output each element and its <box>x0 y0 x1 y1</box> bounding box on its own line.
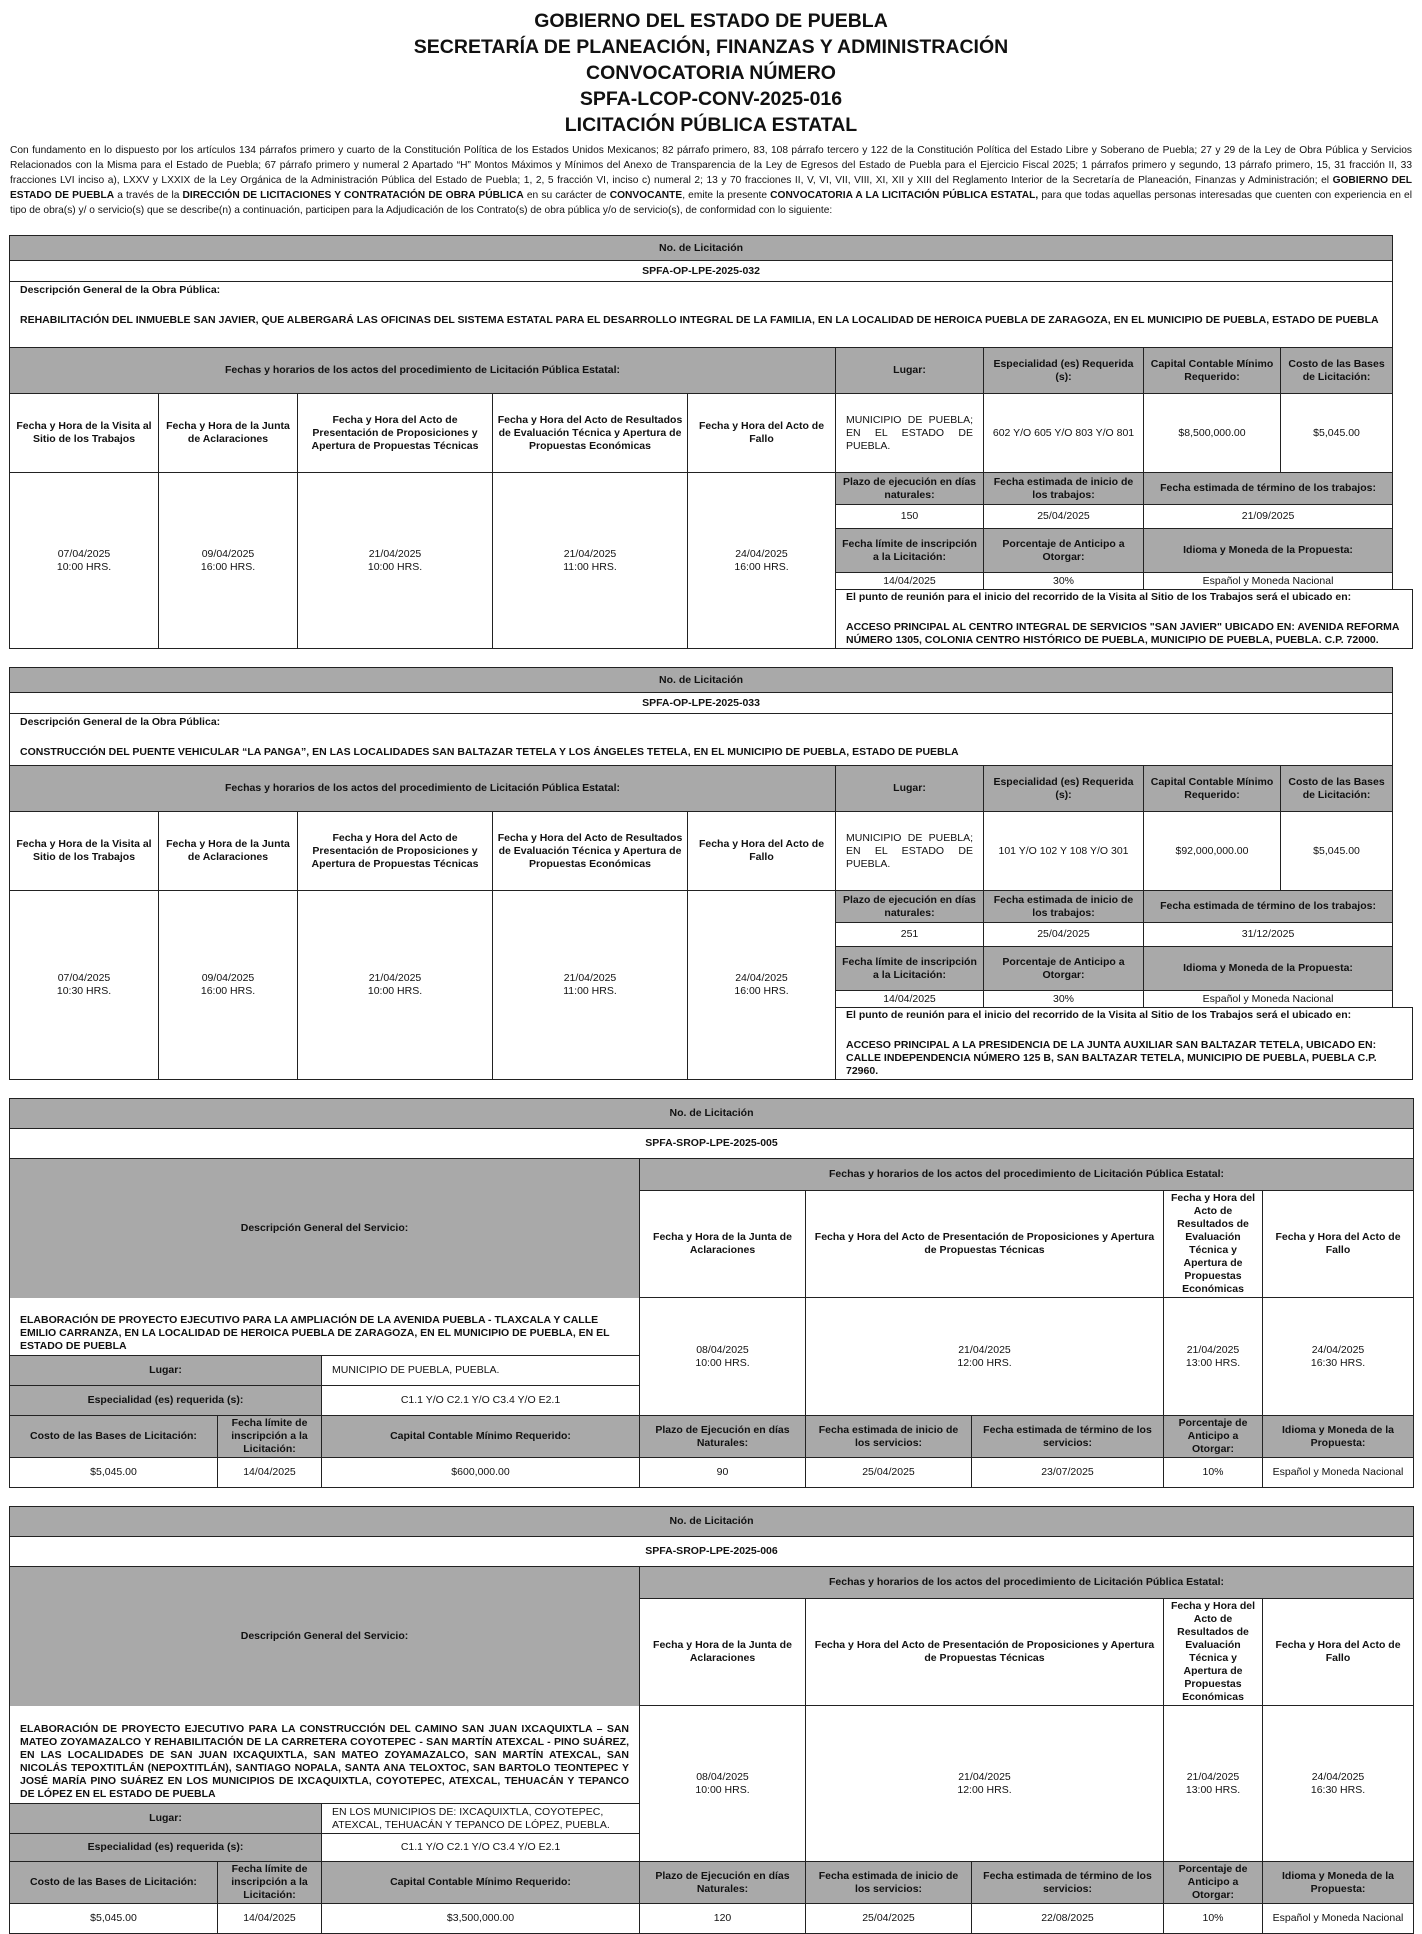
presentacion-header: Fecha y Hora del Acto de Presentación de Proposiciones y Apertura de Propuestas Técnicas <box>806 1599 1164 1706</box>
intro-paragraph <box>9 143 1413 218</box>
capital-value: $3,500,000.00 <box>322 1904 640 1934</box>
punto-reunion-text: ACCESO PRINCIPAL AL CENTRO INTEGRAL DE SERVICIOS "SAN JAVIER" UBICADO EN: AVENIDA REFORMA NÚMERO 1305, COLONIA CENTRO HISTÓRICO DE PUEBLA, MUNICIPIO DE PUEBLA, PUEBLA. C.P. 72000. <box>846 621 1400 646</box>
presentacion-hora: 10:00 HRS. <box>367 560 423 573</box>
anticipo-value: 10% <box>1164 1458 1263 1488</box>
limite-value: 14/04/2025 <box>218 1904 322 1934</box>
descripcion-obra-text: CONSTRUCCIÓN DEL PUENTE VEHICULAR “LA PANGA”, EN LAS LOCALIDADES SAN BALTAZAR TETELA Y LOS ÁNGELES TETELA, EN EL MUNICIPIO DE PUEBLA, ESTADO DE PUEBLA <box>20 746 959 758</box>
visita-header: Fecha y Hora de la Visita al Sitio de los Trabajos <box>10 812 159 891</box>
servicio-table-006 <box>9 1506 1414 1934</box>
fallo-hora: 16:30 HRS. <box>1310 1356 1366 1369</box>
especialidad-header: Especialidad (es) requerida (s): <box>10 1386 322 1416</box>
presentacion-fecha: 21/04/2025 <box>958 1770 1011 1783</box>
costo-value: $5,045.00 <box>1281 812 1393 891</box>
fallo-hora: 16:00 HRS. <box>734 560 789 573</box>
lugar-value: MUNICIPIO DE PUEBLA; EN EL ESTADO DE PUEBLA. <box>836 812 984 891</box>
obra-table-033 <box>9 667 1413 1080</box>
presentacion-hora: 10:00 HRS. <box>367 985 423 997</box>
intro-text-4: , emite la presente <box>682 190 771 201</box>
no-licitacion-label: No. de Licitación <box>10 236 1393 261</box>
visita-fecha: 07/04/2025 <box>57 547 111 560</box>
junta-hora: 16:00 HRS. <box>200 560 256 573</box>
resultados-header: Fecha y Hora del Acto de Resultados de Evaluación Técnica y Apertura de Propuestas Económicas <box>493 394 688 473</box>
especialidad-header: Especialidad (es) requerida (s): <box>10 1834 322 1862</box>
intro-bold-4: CONVOCATORIA A LA LICITACIÓN PÚBLICA ESTATAL, <box>770 190 1039 201</box>
junta-header: Fecha y Hora de la Junta de Aclaraciones <box>640 1599 806 1706</box>
idioma-value: Español y Moneda Nacional <box>1263 1458 1414 1488</box>
costo-value: $5,045.00 <box>10 1458 218 1488</box>
costo-value: $5,045.00 <box>10 1904 218 1934</box>
termino-header: Fecha estimada de término de los trabajos: <box>1144 891 1393 923</box>
especialidad-value: C1.1 Y/O C2.1 Y/O C3.4 Y/O E2.1 <box>322 1386 640 1416</box>
inicio-header: Fecha estimada de inicio de los trabajos: <box>984 891 1144 923</box>
inicio-header: Fecha estimada de inicio de los trabajos: <box>984 473 1144 505</box>
visita-cell <box>10 473 159 649</box>
junta-fecha: 09/04/2025 <box>201 547 255 560</box>
resultados-fecha: 21/04/2025 <box>1186 1343 1240 1356</box>
costo-value: $5,045.00 <box>1281 394 1393 473</box>
resultados-cell <box>1164 1298 1263 1416</box>
resultados-cell <box>1164 1706 1263 1862</box>
capital-header: Capital Contable Mínimo Requerido: <box>1144 348 1281 394</box>
termino-value: 23/07/2025 <box>972 1458 1164 1488</box>
presentacion-cell <box>298 473 493 649</box>
presentacion-hora: 12:00 HRS. <box>957 1356 1012 1369</box>
punto-reunion-label: El punto de reunión para el inicio del recorrido de la Visita al Sitio de los Trabajos será el ubicado en: <box>846 591 1352 603</box>
termino-value: 22/08/2025 <box>972 1904 1164 1934</box>
inicio-value: 25/04/2025 <box>806 1458 972 1488</box>
fallo-header: Fecha y Hora del Acto de Fallo <box>1263 1191 1414 1298</box>
junta-header: Fecha y Hora de la Junta de Aclaraciones <box>640 1191 806 1298</box>
termino-value: 31/12/2025 <box>1144 923 1393 947</box>
document-header <box>9 8 1413 138</box>
idioma-header: Idioma y Moneda de la Propuesta: <box>1144 529 1393 573</box>
fallo-header: Fecha y Hora del Acto de Fallo <box>1263 1599 1414 1706</box>
anticipo-value: 10% <box>1164 1904 1263 1934</box>
visita-hora: 10:30 HRS. <box>56 985 112 997</box>
junta-cell <box>159 473 298 649</box>
junta-hora: 16:00 HRS. <box>200 985 256 997</box>
lugar-header: Lugar: <box>10 1804 322 1834</box>
limite-header: Fecha límite de inscripción a la Licitación: <box>836 529 984 573</box>
junta-header: Fecha y Hora de la Junta de Aclaraciones <box>159 812 298 891</box>
especialidad-value: 602 Y/O 605 Y/O 803 Y/O 801 <box>984 394 1144 473</box>
resultados-fecha: 21/04/2025 <box>1186 1770 1240 1783</box>
costo-bases-header: Costo de las Bases de Licitación: <box>10 1862 218 1904</box>
lugar-header: Lugar: <box>836 348 984 394</box>
plazo-header: Plazo de ejecución en días naturales: <box>836 473 984 505</box>
costo-bases-header: Costo de las Bases de Licitación: <box>1281 766 1393 812</box>
intro-bold-2: DIRECCIÓN DE LICITACIONES Y CONTRATACIÓN DE OBRA PÚBLICA <box>182 190 524 201</box>
capital-header: Capital Contable Mínimo Requerido: <box>1144 766 1281 812</box>
costo-bases-header: Costo de las Bases de Licitación: <box>10 1416 218 1458</box>
plazo-header: Plazo de Ejecución en días Naturales: <box>640 1416 806 1458</box>
descripcion-servicio-header: Descripción General del Servicio: <box>10 1159 640 1298</box>
fallo-hora: 16:30 HRS. <box>1310 1783 1366 1796</box>
plazo-value: 120 <box>640 1904 806 1934</box>
presentacion-fecha: 21/04/2025 <box>958 1343 1011 1356</box>
junta-hora: 10:00 HRS. <box>695 1356 750 1369</box>
fallo-header: Fecha y Hora del Acto de Fallo <box>688 812 836 891</box>
anticipo-header: Porcentaje de Anticipo a Otorgar: <box>1164 1862 1263 1904</box>
termino-header: Fecha estimada de término de los trabajos: <box>1144 473 1393 505</box>
idioma-value: Español y Moneda Nacional <box>1144 991 1393 1008</box>
plazo-header: Plazo de Ejecución en días Naturales: <box>640 1862 806 1904</box>
obra-table-032 <box>9 235 1413 649</box>
especialidad-value: 101 Y/O 102 Y 108 Y/O 301 <box>984 812 1144 891</box>
fallo-cell <box>688 473 836 649</box>
presentacion-header: Fecha y Hora del Acto de Presentación de Proposiciones y Apertura de Propuestas Técnicas <box>298 394 493 473</box>
lugar-value: MUNICIPIO DE PUEBLA; EN EL ESTADO DE PUEBLA. <box>836 394 984 473</box>
fallo-cell <box>688 891 836 1080</box>
limite-value: 14/04/2025 <box>836 573 984 590</box>
licitacion-number: SPFA-SROP-LPE-2025-005 <box>10 1129 1414 1159</box>
lugar-value: EN LOS MUNICIPIOS DE: IXCAQUIXTLA, COYOTEPEC, ATEXCAL, TEHUACÁN Y TEPANCO DE LÓPEZ, PUEBLA. <box>322 1804 640 1834</box>
intro-bold-1: GOBIERNO DEL ESTADO DE PUEBLA <box>10 175 1412 201</box>
fallo-fecha: 24/04/2025 <box>735 972 788 984</box>
no-licitacion-label: No. de Licitación <box>10 668 1393 693</box>
resultados-cell <box>493 473 688 649</box>
inicio-header: Fecha estimada de inicio de los servicios: <box>806 1862 972 1904</box>
plazo-value: 90 <box>640 1458 806 1488</box>
visita-cell <box>10 891 159 1080</box>
junta-header: Fecha y Hora de la Junta de Aclaraciones <box>159 394 298 473</box>
anticipo-value: 30% <box>984 573 1144 590</box>
plazo-value: 251 <box>836 923 984 947</box>
resultados-cell <box>493 891 688 1080</box>
intro-text-5: para que todas aquellas personas interesadas que cuenten con experiencia en el tipo de obra(s) y/ o servicio(s) que se describe(n) a continuación, participen para la Adjudicación de los Contrato(s) de obra pública y/o de servicio(s), de conformidad con lo siguiente: <box>10 190 1412 216</box>
limite-value: 14/04/2025 <box>836 991 984 1008</box>
inicio-value: 25/04/2025 <box>806 1904 972 1934</box>
resultados-hora: 13:00 HRS. <box>1185 1356 1241 1369</box>
especialidad-header: Especialidad (es) Requerida (s): <box>984 348 1144 394</box>
anticipo-header: Porcentaje de Anticipo a Otorgar: <box>1164 1416 1263 1458</box>
idioma-header: Idioma y Moneda de la Propuesta: <box>1144 947 1393 991</box>
limite-value: 14/04/2025 <box>218 1458 322 1488</box>
limite-header: Fecha límite de inscripción a la Licitación: <box>218 1862 322 1904</box>
resultados-header: Fecha y Hora del Acto de Resultados de Evaluación Técnica y Apertura de Propuestas Económicas <box>493 812 688 891</box>
licitacion-number: SPFA-OP-LPE-2025-032 <box>10 261 1393 282</box>
limite-header: Fecha límite de inscripción a la Licitación: <box>836 947 984 991</box>
fallo-fecha: 24/04/2025 <box>735 547 788 560</box>
punto-reunion-text: ACCESO PRINCIPAL A LA PRESIDENCIA DE LA JUNTA AUXILIAR SAN BALTAZAR TETELA, UBICADO EN: CALLE INDEPENDENCIA NÚMERO 125 B, SAN BALTAZAR TETELA, MUNICIPIO DE PUEBLA, PUEBLA C.P. 72960. <box>846 1039 1377 1077</box>
intro-text-1: Con fundamento en lo dispuesto por los artículos 134 párrafos primero y cuarto de la Constitución Política de los Estados Unidos Mexicanos; 82 párrafo primero, 83, 108 párrafo tercero y 122 de la Constitución Política del Estado Libre y Soberano de Puebla; 27 y 29 de la Ley de Obra Pública y Servicios Relacionados con la Misma para el Estado de Puebla; 67 párrafo primero y numeral 2 Apartado “H” Montos Máximos y Mínimos del Anexo de Transparencia de la Ley de Egresos del Estado de Puebla para el Ejercicio Fiscal 2025; 1 párrafos primero y segundo, 13 párrafo primero, 15, 31 fracción II, 33 fracciones LVI inciso a), LXXV y LXXIX de la Ley Orgánica de la Administración Pública del Estado de Puebla; 1, 2, 5 fracción VI, inciso c) numeral 2; 13 y 70 fracciones II, V, VI, VII, VIII, XI, XII y XIII del Reglamento Interior de la Secretaría de Planeación, Finanzas y Administración; el <box>10 145 1412 186</box>
capital-header: Capital Contable Mínimo Requerido: <box>322 1862 640 1904</box>
visita-hora: 10:00 HRS. <box>56 560 112 573</box>
resultados-fecha: 21/04/2025 <box>563 972 617 984</box>
visita-header: Fecha y Hora de la Visita al Sitio de los Trabajos <box>10 394 159 473</box>
plazo-value: 150 <box>836 505 984 529</box>
capital-value: $8,500,000.00 <box>1144 394 1281 473</box>
descripcion-servicio-text: ELABORACIÓN DE PROYECTO EJECUTIVO PARA LA CONSTRUCCIÓN DEL CAMINO SAN JUAN IXCAQUIXTLA – SAN MATEO ZOYAMAZALCO Y REHABILITACIÓN DE LA CARRETERA COYOTEPEC - SAN MARTÍN ATEXCAL - PINO SUÁREZ, EN LAS LOCALIDADES DE SAN JUAN IXCAQUIXTLA, SAN MATEO ZOYAMAZALCO, SAN MARTÍN ATEXCAL, SAN NICOLÁS TEPOXTITLÁN (NEPOXTITLÁN), SANTIAGO NOPALA, SANTA ANA TELOXTOC, SAN BARTOLO TEONTEPEC Y JOSÉ MARÍA PINO SUÁREZ EN LOS MUNICIPIOS DE IXCAQUIXTLA, COYOTEPEC, ATEXCAL, TEHUACÁN Y TEPANCO DE LÓPEZ EN EL ESTADO DE PUEBLA <box>10 1706 640 1804</box>
fechas-header: Fechas y horarios de los actos del procedimiento de Licitación Pública Estatal: <box>10 348 836 394</box>
especialidad-value: C1.1 Y/O C2.1 Y/O C3.4 Y/O E2.1 <box>322 1834 640 1862</box>
header-line-gobierno: GOBIERNO DEL ESTADO DE PUEBLA <box>534 10 888 32</box>
idioma-header: Idioma y Moneda de la Propuesta: <box>1263 1862 1414 1904</box>
fallo-fecha: 24/04/2025 <box>1311 1770 1365 1783</box>
anticipo-value: 30% <box>984 991 1144 1008</box>
presentacion-cell <box>806 1706 1164 1862</box>
intro-bold-3: CONVOCANTE <box>609 190 683 201</box>
capital-value: $600,000.00 <box>322 1458 640 1488</box>
termino-header: Fecha estimada de término de los servicios: <box>972 1416 1164 1458</box>
plazo-header: Plazo de ejecución en días naturales: <box>836 891 984 923</box>
costo-bases-header: Costo de las Bases de Licitación: <box>1281 348 1393 394</box>
fechas-header: Fechas y horarios de los actos del procedimiento de Licitación Pública Estatal: <box>640 1159 1414 1191</box>
junta-cell <box>640 1298 806 1416</box>
especialidad-header: Especialidad (es) Requerida (s): <box>984 766 1144 812</box>
descripcion-obra-label: Descripción General de la Obra Pública: <box>20 716 221 728</box>
junta-fecha: 08/04/2025 <box>696 1770 749 1783</box>
fallo-fecha: 24/04/2025 <box>1311 1343 1365 1356</box>
inicio-value: 25/04/2025 <box>984 923 1144 947</box>
fechas-header: Fechas y horarios de los actos del procedimiento de Licitación Pública Estatal: <box>10 766 836 812</box>
intro-text-2: a través de la <box>114 190 183 201</box>
presentacion-cell <box>806 1298 1164 1416</box>
fallo-cell <box>1263 1706 1414 1862</box>
presentacion-hora: 12:00 HRS. <box>957 1783 1012 1796</box>
header-line-convocatoria: CONVOCATORIA NÚMERO <box>586 62 836 84</box>
termino-value: 21/09/2025 <box>1144 505 1393 529</box>
intro-text-3: en su carácter de <box>523 190 610 201</box>
lugar-value: MUNICIPIO DE PUEBLA, PUEBLA. <box>322 1356 640 1386</box>
descripcion-obra-label: Descripción General de la Obra Pública: <box>20 284 221 296</box>
resultados-header: Fecha y Hora del Acto de Resultados de Evaluación Técnica y Apertura de Propuestas Económicas <box>1164 1599 1263 1706</box>
resultados-header: Fecha y Hora del Acto de Resultados de Evaluación Técnica y Apertura de Propuestas Económicas <box>1164 1191 1263 1298</box>
junta-cell <box>640 1706 806 1862</box>
fallo-header: Fecha y Hora del Acto de Fallo <box>688 394 836 473</box>
resultados-hora: 11:00 HRS. <box>563 985 617 997</box>
fallo-cell <box>1263 1298 1414 1416</box>
idioma-value: Español y Moneda Nacional <box>1263 1904 1414 1934</box>
idioma-value: Español y Moneda Nacional <box>1144 573 1393 590</box>
junta-cell <box>159 891 298 1080</box>
resultados-fecha: 21/04/2025 <box>563 547 617 560</box>
presentacion-cell <box>298 891 493 1080</box>
header-line-numero: SPFA-LCOP-CONV-2025-016 <box>579 88 843 110</box>
capital-header: Capital Contable Mínimo Requerido: <box>322 1416 640 1458</box>
fallo-hora: 16:00 HRS. <box>734 985 789 997</box>
lugar-header: Lugar: <box>10 1356 322 1386</box>
punto-reunion-label: El punto de reunión para el inicio del recorrido de la Visita al Sitio de los Trabajos será el ubicado en: <box>846 1009 1352 1021</box>
junta-fecha: 09/04/2025 <box>201 972 255 984</box>
resultados-hora: 11:00 HRS. <box>563 560 617 573</box>
no-licitacion-label: No. de Licitación <box>10 1099 1414 1129</box>
inicio-value: 25/04/2025 <box>984 505 1144 529</box>
servicio-table-005 <box>9 1098 1414 1488</box>
capital-value: $92,000,000.00 <box>1144 812 1281 891</box>
descripcion-servicio-header: Descripción General del Servicio: <box>10 1567 640 1706</box>
descripcion-obra-text: REHABILITACIÓN DEL INMUEBLE SAN JAVIER, QUE ALBERGARÁ LAS OFICINAS DEL SISTEMA ESTATAL PARA EL DESARROLLO INTEGRAL DE LA FAMILIA, EN LA LOCALIDAD DE HEROICA PUEBLA DE ZARAGOZA, EN EL MUNICIPIO DE PUEBLA, ESTADO DE PUEBLA <box>20 314 1379 326</box>
anticipo-header: Porcentaje de Anticipo a Otorgar: <box>984 529 1144 573</box>
limite-header: Fecha límite de inscripción a la Licitación: <box>218 1416 322 1458</box>
idioma-header: Idioma y Moneda de la Propuesta: <box>1263 1416 1414 1458</box>
presentacion-fecha: 21/04/2025 <box>368 972 422 984</box>
descripcion-servicio-text: ELABORACIÓN DE PROYECTO EJECUTIVO PARA LA AMPLIACIÓN DE LA AVENIDA PUEBLA - TLAXCALA Y CALLE EMILIO CARRANZA, EN LA LOCALIDAD DE HEROICA PUEBLA DE ZARAGOZA, EN EL MUNICIPIO DE PUEBLA, EN EL ESTADO DE PUEBLA <box>10 1298 640 1356</box>
fechas-header: Fechas y horarios de los actos del procedimiento de Licitación Pública Estatal: <box>640 1567 1414 1599</box>
junta-fecha: 08/04/2025 <box>696 1343 749 1356</box>
junta-hora: 10:00 HRS. <box>695 1783 750 1796</box>
resultados-hora: 13:00 HRS. <box>1185 1783 1241 1796</box>
no-licitacion-label: No. de Licitación <box>10 1507 1414 1537</box>
visita-fecha: 07/04/2025 <box>57 972 111 984</box>
lugar-header: Lugar: <box>836 766 984 812</box>
termino-header: Fecha estimada de término de los servicios: <box>972 1862 1164 1904</box>
anticipo-header: Porcentaje de Anticipo a Otorgar: <box>984 947 1144 991</box>
presentacion-header: Fecha y Hora del Acto de Presentación de Proposiciones y Apertura de Propuestas Técnicas <box>298 812 493 891</box>
licitacion-number: SPFA-SROP-LPE-2025-006 <box>10 1537 1414 1567</box>
presentacion-header: Fecha y Hora del Acto de Presentación de Proposiciones y Apertura de Propuestas Técnicas <box>806 1191 1164 1298</box>
header-line-licitacion: LICITACIÓN PÚBLICA ESTATAL <box>564 114 858 136</box>
presentacion-fecha: 21/04/2025 <box>368 547 422 560</box>
licitacion-number: SPFA-OP-LPE-2025-033 <box>10 693 1393 714</box>
header-line-secretaria: SECRETARÍA DE PLANEACIÓN, FINANZAS Y ADMINISTRACIÓN <box>413 36 1009 58</box>
inicio-header: Fecha estimada de inicio de los servicios: <box>806 1416 972 1458</box>
